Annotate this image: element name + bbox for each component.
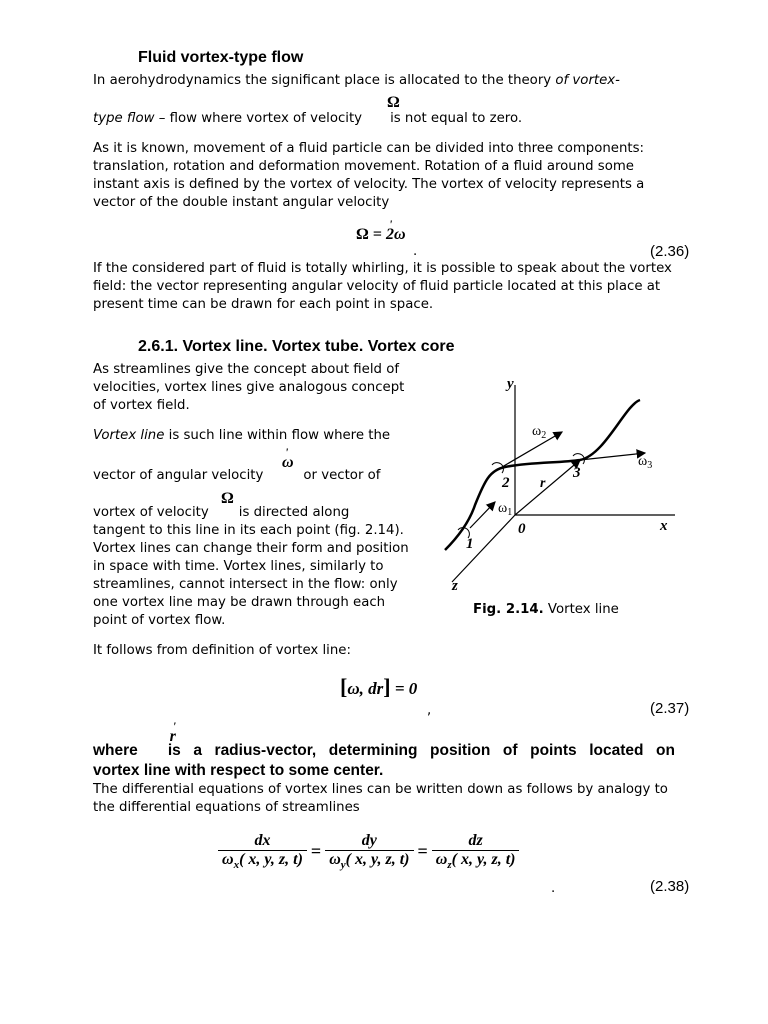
left-col-para-1: As streamlines give the concept about field of velocities, vortex lines give analogous concept of vortex field. — [93, 362, 405, 413]
vortex-velocity-text: vortex of velocity — [93, 505, 209, 520]
omega3-sub: 3 — [647, 460, 653, 471]
omega-y-symbol: ω — [329, 851, 341, 868]
section-heading: 2.6.1. Vortex line. Vortex tube. Vortex core — [138, 338, 455, 355]
omega3-symbol: ω — [638, 454, 648, 469]
where-line-1 — [93, 741, 675, 761]
left-col-para-2 — [93, 427, 418, 445]
eq238-equals-1: = — [310, 841, 322, 862]
intro-line-2 — [93, 110, 693, 128]
angular-velocity-text: vector of angular velocity — [93, 468, 264, 483]
omega2-sub: 2 — [541, 430, 547, 441]
eq236-dot: . — [413, 244, 418, 259]
omega-x-sub: x — [233, 859, 240, 872]
angular-velocity-line — [93, 467, 418, 485]
eq237-content: ω, dr — [347, 679, 384, 698]
eq236-number: (2.36) — [650, 243, 690, 260]
omega-y-sub: y — [340, 859, 346, 872]
paragraph-rotation: As it is known, movement of a fluid particle can be divided into three components: translation, rotation and deformation movement. Rotation of a fluid around some instant axis is defined by the vortex of velocity. The vortex of velocity represents a vector of the double instant angular velocity — [93, 141, 645, 210]
left-col-para-3: tangent to this line in its each point (fig. 2.14). Vortex lines can change their form and position in space with time. Vortex lines, similarly to streamlines, cannot intersect in the flow: only one vortex line may be drawn through each point of vortex flow. — [93, 523, 409, 628]
eq238-den-x — [218, 851, 307, 871]
omega1-sub: 1 — [507, 507, 513, 518]
omega-y-args: ( x, y, z, t) — [345, 851, 410, 868]
intro-text-a: In aerohydrodynamics the significant place is allocated to the theory — [93, 73, 556, 88]
where-description: is a radius-vector, determining position of points located on — [167, 742, 675, 759]
eq238-num-y: dy — [325, 832, 413, 851]
where-text: where — [93, 742, 138, 759]
origin-label: 0 — [518, 521, 526, 537]
omega-z-sub: z — [447, 859, 452, 872]
eq238-number: (2.38) — [650, 878, 690, 895]
eq237-close-bracket: ] — [383, 674, 391, 699]
eq238-num-x: dx — [218, 832, 307, 851]
intro-text-b: of vortex- — [555, 73, 620, 88]
eq238-num-z: dz — [432, 832, 520, 851]
or-vector-text: or vector of — [303, 468, 381, 483]
intro-italic: type flow — [93, 111, 155, 126]
eq237-rhs: = 0 — [394, 679, 418, 698]
where-line-2: vortex line with respect to some center. — [93, 762, 384, 779]
eq238-den-z — [432, 851, 520, 871]
z-axis — [452, 515, 515, 582]
radius-vector — [515, 460, 580, 515]
omega1-symbol: ω — [498, 501, 508, 516]
r-vector-symbol: ' r — [170, 728, 176, 746]
eq236-rhs: ' 2ω — [386, 226, 406, 244]
x-axis-label: x — [660, 518, 668, 534]
omega-x-symbol: ω — [222, 851, 234, 868]
omega-z-args: ( x, y, z, t) — [451, 851, 516, 868]
eq237-comma: , — [427, 703, 432, 718]
equation-2-38 — [218, 832, 519, 871]
omega3-label — [638, 454, 652, 471]
equation-2-37 — [340, 674, 417, 700]
page-title: Fluid vortex-type flow — [138, 49, 304, 66]
eq238-dot: . — [551, 881, 556, 896]
omega-cap-symbol: Ω — [221, 490, 234, 507]
intro-line-1 — [93, 72, 693, 90]
figure-caption-number: Fig. 2.14. — [473, 602, 544, 617]
eq238-fraction-x — [218, 832, 307, 871]
intro-text-c: – flow where vortex of velocity — [154, 111, 363, 126]
omega2-symbol: ω — [532, 424, 542, 439]
intro-text-d: is not equal to zero. — [390, 111, 523, 126]
omega-symbol: Ω — [387, 94, 400, 111]
where-paragraph — [93, 741, 675, 781]
omega2-label — [532, 424, 546, 441]
vortex-line-figure — [430, 370, 730, 600]
figure-caption — [473, 601, 619, 619]
figure-caption-text: Vortex line — [543, 602, 619, 617]
omega1-label — [498, 501, 512, 518]
eq237-number: (2.37) — [650, 700, 690, 717]
y-axis-label: y — [507, 376, 514, 392]
vortex-velocity-line — [93, 504, 418, 522]
eq238-equals-2: = — [417, 841, 428, 862]
vortex-line-def: is such line within flow where the — [164, 428, 391, 443]
r-label: r — [540, 476, 546, 491]
z-axis-label: z — [452, 578, 458, 594]
paragraph-vortex-field: If the considered part of fluid is totally whirling, it is possible to speak about the vortex field: the vector representing angular velocity of fluid particle located at this place at present time can be drawn for each point in space. — [93, 261, 672, 312]
eq236-equals: = — [372, 226, 382, 243]
eq238-den-y — [325, 851, 413, 871]
paragraph-differential: The differential equations of vortex lines can be written down as follows by analogy to the differential equations of streamlines — [93, 782, 668, 815]
point-1-label: 1 — [466, 536, 474, 552]
point-3-label: 3 — [573, 465, 581, 481]
omega-dot-symbol: ' ω — [282, 454, 294, 472]
eq237-open-bracket: [ — [340, 674, 348, 699]
point-2-label: 2 — [502, 475, 510, 491]
vortex-curve — [445, 400, 640, 550]
equation-2-36 — [356, 226, 406, 244]
omega-z-symbol: ω — [435, 851, 448, 868]
omega-x-args: ( x, y, z, t) — [239, 851, 303, 868]
eq236-lhs: Ω — [356, 226, 369, 243]
eq238-fraction-z — [432, 832, 520, 871]
vortex-line-term: Vortex line — [93, 428, 165, 443]
paragraph-follows: It follows from definition of vortex line: — [93, 643, 351, 658]
directed-along-text: is directed along — [238, 505, 350, 520]
eq238-fraction-y — [325, 832, 413, 871]
